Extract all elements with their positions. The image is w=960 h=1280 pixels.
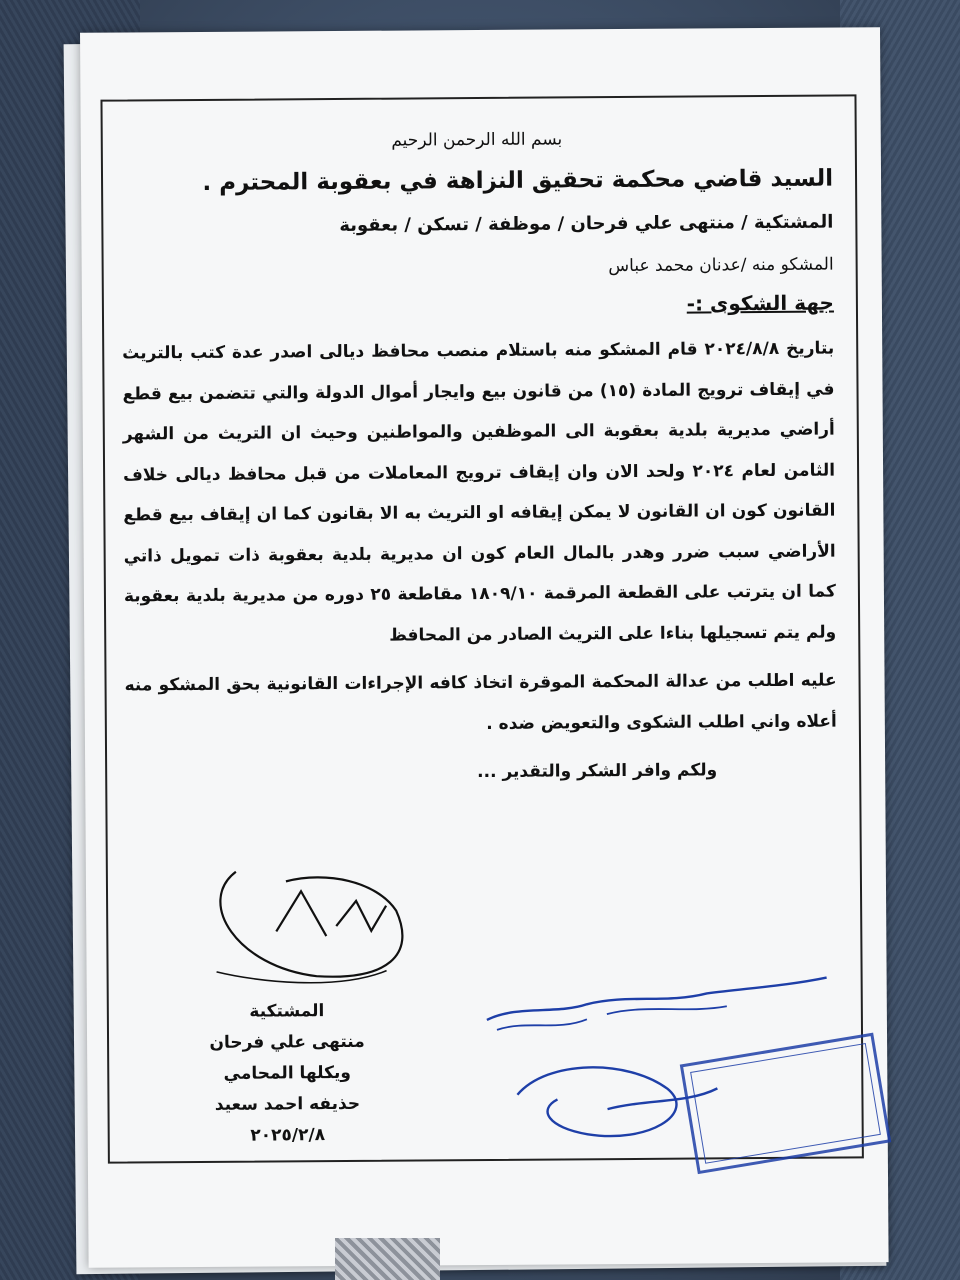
stamp-inner-border: [690, 1043, 881, 1164]
complaint-heading: جهة الشكوى :-: [686, 290, 834, 316]
addressee-line: السيد قاضي محكمة تحقيق النزاهة في بعقوبة المحترم .: [202, 165, 834, 196]
signature-agent-name: حذيفه احمد سعيد: [214, 1093, 361, 1115]
document-body: [121, 128, 838, 785]
signature-agent-label: ويكلها المحامي: [223, 1062, 351, 1084]
rhinestone-decoration: [335, 1238, 440, 1280]
closing-line: ولكم وافر الشكر والتقدير ...: [477, 760, 718, 783]
request-paragraph: عليه اطلب من عدالة المحكمة الموقرة اتخاذ كافه الإجراءات القانونية بحق المشكو منه أعلاه واني اطلب الشكوى والتعويض ضده .: [124, 670, 837, 734]
complainant-line: المشتكية / منتهى علي فرحان / موظفة / تسكن / بعقوبة: [339, 211, 834, 236]
signature-role: المشتكية: [249, 1001, 325, 1022]
document-page: [80, 27, 889, 1268]
defendant-line: المشكو منه /عدنان محمد عباس: [608, 254, 834, 277]
complaint-paragraph: بتاريخ ٢٠٢٤/٨/٨ قام المشكو منه باستلام منصب محافظ ديالى اصدر عدة كتب بالتريث في إيقاف ترويج المادة (١٥) من قانون بيع وايجار أموال الدولة والتي تتضمن بيع قطع أراضي مديرية بلدية بعقوبة الى الموظفين والمواطنين وحيث ان التريث من الشهر الثامن لعام ٢٠٢٤ ولحد الان وان إيقاف ترويج المعاملات من قبل محافظ ديالى خلاف القانون كون ان القانون لا يمكن إيقافه او التريث به الا بقانون كما ان إيقاف بيع قطع الأراضي سبب ضرر وهدر بالمال العام كون ان مديرية بلدية بعقوبة ذات تمويل ذاتي كما ان يترتب على القطعة المرقمة ١٨٠٩/١٠ مقاطعة ٢٥ دوره من مديرية بلدية بعقوبة ولم يتم تسجيلها بناءا على التريث الصادر من المحافظ: [122, 338, 837, 646]
bismillah: بسم الله الرحمن الرحيم: [391, 129, 563, 151]
signature-block: [157, 995, 418, 1152]
signature-date: ٢٠٢٥/٢/٨: [250, 1125, 326, 1146]
signature-name: منتهى علي فرحان: [209, 1031, 365, 1053]
